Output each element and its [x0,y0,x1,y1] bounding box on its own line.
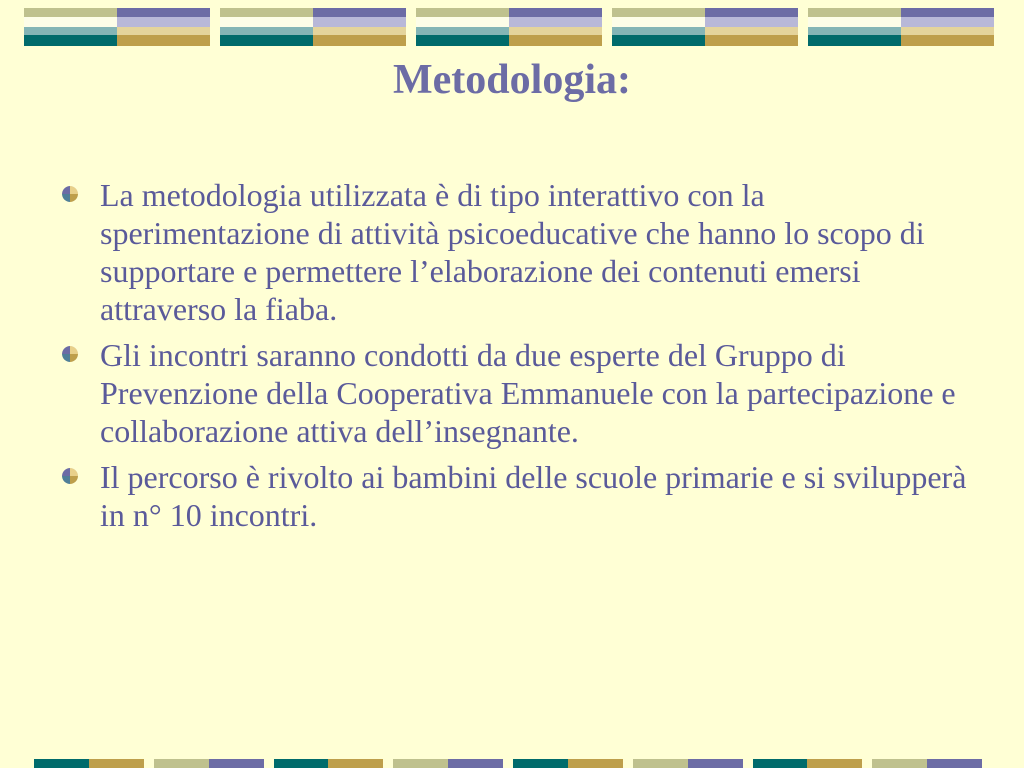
bottom-decorative-band [34,759,982,768]
band-stripe [416,8,509,17]
bottom-band-segment [274,759,384,768]
top-band-right-half [117,8,210,46]
top-band-segment [220,8,406,46]
top-band-segment [416,8,602,46]
top-band-left-half [416,8,509,46]
bottom-band-segment [393,759,503,768]
band-stripe [509,17,602,27]
band-stripe [612,35,705,46]
bottom-band-right [328,759,383,768]
band-stripe [313,27,406,35]
bottom-band-left [633,759,688,768]
bottom-band-right [927,759,982,768]
band-stripe [612,27,705,35]
band-stripe [220,27,313,35]
band-stripe [705,8,798,17]
top-band-right-half [509,8,602,46]
top-band-segment [24,8,210,46]
top-band-left-half [612,8,705,46]
bottom-band-right [448,759,503,768]
band-stripe [313,17,406,27]
band-stripe [901,27,994,35]
bottom-band-left [513,759,568,768]
bottom-band-left [753,759,808,768]
bottom-band-segment [872,759,982,768]
bullet-list [62,176,982,534]
band-stripe [612,17,705,27]
band-stripe [705,17,798,27]
band-stripe [705,27,798,35]
band-stripe [24,8,117,17]
slide-title: Metodologia: [393,57,631,103]
bottom-band-right [89,759,144,768]
bottom-band-segment [633,759,743,768]
band-stripe [24,27,117,35]
band-stripe [808,8,901,17]
bottom-band-right [688,759,743,768]
bullet-item [62,336,982,450]
bottom-band-segment [154,759,264,768]
band-stripe [313,35,406,46]
band-stripe [416,35,509,46]
band-stripe [808,27,901,35]
band-stripe [220,8,313,17]
top-decorative-band [24,8,998,46]
band-stripe [705,35,798,46]
band-stripe [313,8,406,17]
band-stripe [117,35,210,46]
band-stripe [117,27,210,35]
band-stripe [808,17,901,27]
band-stripe [24,35,117,46]
band-stripe [220,17,313,27]
top-band-left-half [808,8,901,46]
top-band-right-half [313,8,406,46]
top-band-left-half [220,8,313,46]
bullet-text: La metodologia utilizzata è di tipo interattivo con la sperimentazione di attività psicoeducative che hanno lo scopo di supportare e permettere l’elaborazione dei contenuti emersi attraverso la fiaba. [100,177,925,327]
bullet-item [62,176,982,328]
bottom-band-right [568,759,623,768]
bottom-band-segment [753,759,863,768]
band-stripe [612,8,705,17]
band-stripe [808,35,901,46]
band-stripe [901,17,994,27]
quadrant-bullet-icon [62,186,78,202]
band-stripe [509,27,602,35]
top-band-right-half [705,8,798,46]
bullet-text: Gli incontri saranno condotti da due esperte del Gruppo di Prevenzione della Cooperativa Emmanuele con la partecipazione e collaborazione attiva dell’insegnante. [100,337,956,449]
slide-content [62,176,982,542]
band-stripe [509,35,602,46]
band-stripe [416,27,509,35]
bullet-item [62,458,982,534]
top-band-segment [612,8,798,46]
top-band-segment [808,8,994,46]
bottom-band-left [274,759,329,768]
bottom-band-segment [513,759,623,768]
bullet-text: Il percorso è rivolto ai bambini delle scuole primarie e si svilupperà in n° 10 incontri. [100,459,967,533]
bottom-band-segment [34,759,144,768]
band-stripe [416,17,509,27]
bottom-band-left [34,759,89,768]
band-stripe [24,17,117,27]
band-stripe [220,35,313,46]
bottom-band-left [154,759,209,768]
top-band-right-half [901,8,994,46]
band-stripe [509,8,602,17]
quadrant-bullet-icon [62,346,78,362]
top-band-left-half [24,8,117,46]
bottom-band-left [393,759,448,768]
bottom-band-left [872,759,927,768]
band-stripe [117,8,210,17]
bottom-band-right [807,759,862,768]
band-stripe [901,8,994,17]
band-stripe [117,17,210,27]
bottom-band-right [209,759,264,768]
band-stripe [901,35,994,46]
quadrant-bullet-icon [62,468,78,484]
